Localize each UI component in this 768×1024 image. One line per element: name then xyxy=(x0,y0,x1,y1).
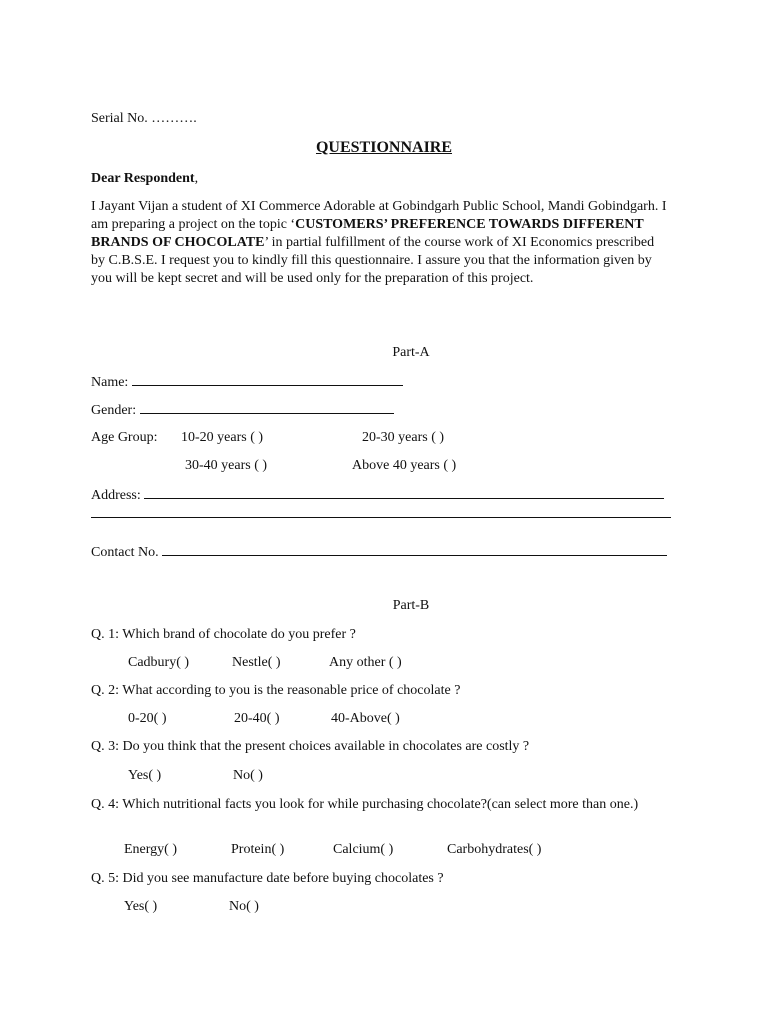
q1-option-any-other[interactable]: Any other ( ) xyxy=(329,655,402,670)
gender-field-line[interactable] xyxy=(140,401,394,414)
question-4: Q. 4: Which nutritional facts you look for while purchasing chocolate?(can select more than one.) xyxy=(91,797,639,812)
q3-option-yes[interactable]: Yes( ) xyxy=(128,768,162,783)
intro-part-2: ’ in partial fulfillment of the course work of XI Economics prescribed by C.B.S.E. I request you to kindly fill this questionnaire. I assure you that the information given by you will be kept secret and will be used only for the preparation of this project. xyxy=(91,235,655,286)
q4-option-calcium[interactable]: Calcium( ) xyxy=(333,842,394,857)
age-option-30-40[interactable]: 30-40 years ( ) xyxy=(185,458,268,473)
address-field-line[interactable] xyxy=(144,486,664,499)
intro-topic: CUSTOMERS’ PREFERENCE TOWARDS DIFFERENT BRANDS OF CHOCOLATE xyxy=(91,217,644,250)
page-title: QUESTIONNAIRE xyxy=(315,139,453,156)
q4-option-protein[interactable]: Protein( ) xyxy=(231,842,285,857)
age-group-label: Age Group: xyxy=(91,430,158,445)
greeting xyxy=(91,171,198,187)
contact-label: Contact No. xyxy=(91,545,159,560)
address-row xyxy=(91,486,664,504)
part-b-heading: Part-B xyxy=(392,598,430,613)
question-1: Q. 1: Which brand of chocolate do you prefer ? xyxy=(91,627,356,642)
q2-option-40-above[interactable]: 40-Above( ) xyxy=(331,711,400,726)
q3-option-no[interactable]: No( ) xyxy=(233,768,263,783)
q5-option-yes[interactable]: Yes( ) xyxy=(124,899,158,914)
age-option-10-20[interactable]: 10-20 years ( ) xyxy=(181,430,264,445)
age-option-20-30[interactable]: 20-30 years ( ) xyxy=(362,430,445,445)
q2-option-20-40[interactable]: 20-40( ) xyxy=(234,711,280,726)
question-5: Q. 5: Did you see manufacture date before buying chocolates ? xyxy=(91,871,444,886)
contact-field-line[interactable] xyxy=(162,543,667,556)
address-field-line-2[interactable] xyxy=(91,517,671,518)
q2-option-0-20[interactable]: 0-20( ) xyxy=(128,711,167,726)
q5-option-no[interactable]: No( ) xyxy=(229,899,259,914)
q4-option-energy[interactable]: Energy( ) xyxy=(124,842,177,857)
q1-option-nestle[interactable]: Nestle( ) xyxy=(232,655,281,670)
name-field-line[interactable] xyxy=(132,373,403,386)
part-a-heading: Part-A xyxy=(392,345,430,360)
question-3: Q. 3: Do you think that the present choices available in chocolates are costly ? xyxy=(91,739,530,754)
name-label: Name: xyxy=(91,375,129,390)
q4-option-carbohydrates[interactable]: Carbohydrates( ) xyxy=(447,842,542,857)
serial-number-label: Serial No. ………. xyxy=(91,111,197,126)
question-2: Q. 2: What according to you is the reasonable price of chocolate ? xyxy=(91,683,461,698)
greeting-comma: , xyxy=(194,171,199,186)
intro-paragraph xyxy=(91,198,671,288)
q1-option-cadbury[interactable]: Cadbury( ) xyxy=(128,655,190,670)
contact-row xyxy=(91,543,667,561)
greeting-bold: Dear Respondent xyxy=(91,171,195,186)
gender-row xyxy=(91,401,394,419)
name-row xyxy=(91,373,403,391)
age-option-above-40[interactable]: Above 40 years ( ) xyxy=(352,458,457,473)
address-label: Address: xyxy=(91,488,141,503)
intro-part-1: I Jayant Vijan a student of XI Commerce Adorable at Gobindgarh Public School, Mandi Gobindgarh. I am preparing a project on the topic ‘ xyxy=(91,199,667,232)
gender-label: Gender: xyxy=(91,403,137,418)
